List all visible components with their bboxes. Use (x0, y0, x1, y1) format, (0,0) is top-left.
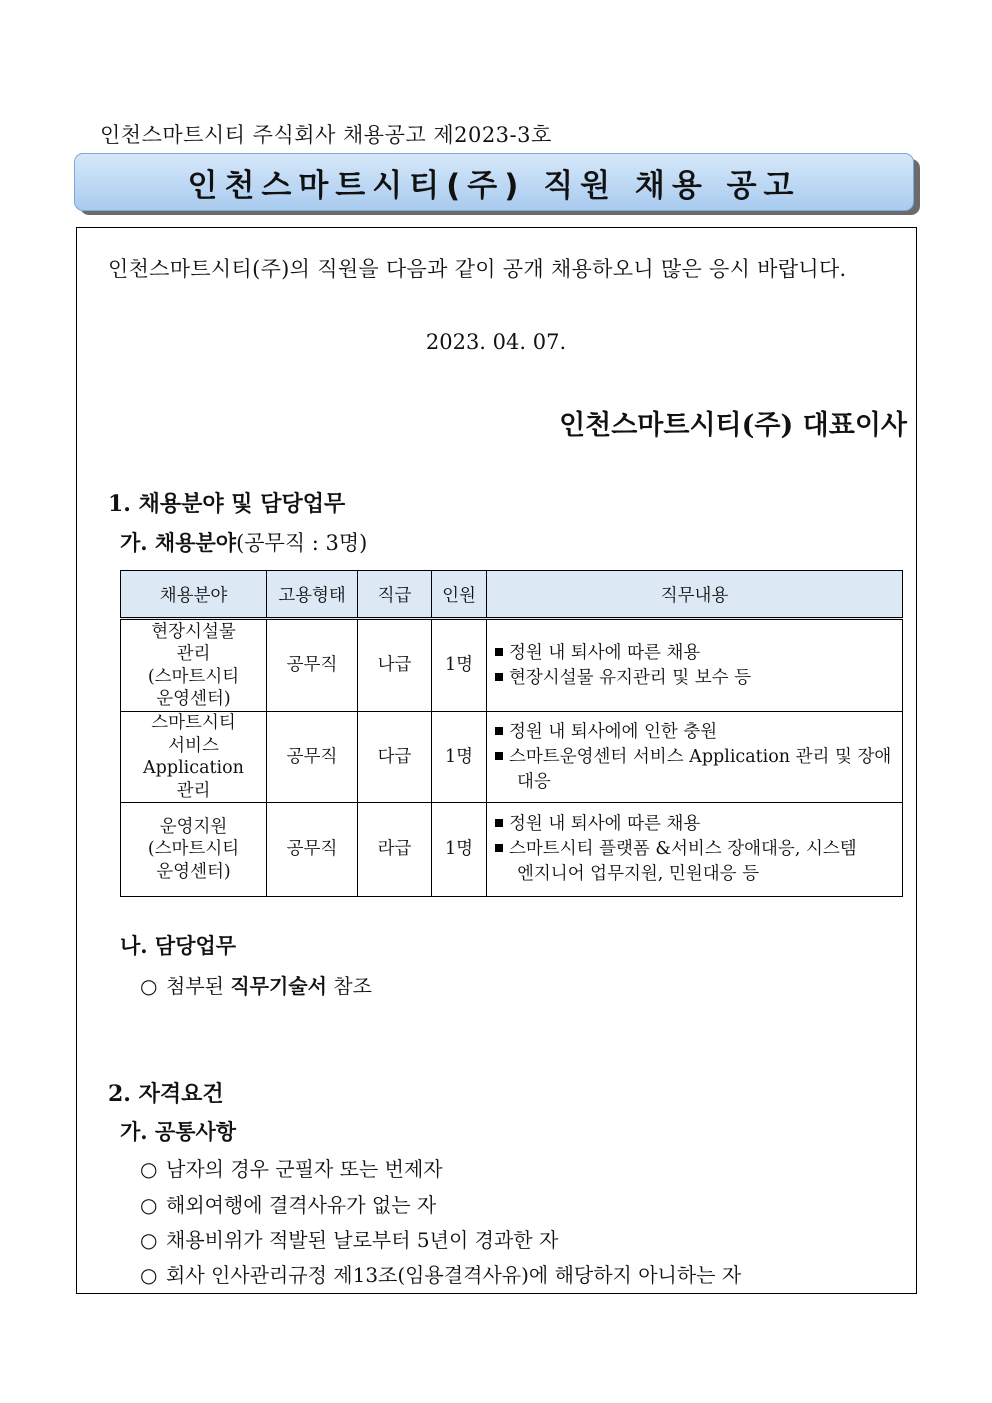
intro-text: 인천스마트시티(주)의 직원을 다음과 같이 공개 채용하오니 많은 응시 바랍니다. (108, 257, 847, 281)
header-field: 채용분야 (121, 571, 267, 619)
cell-count: 1명 (432, 712, 487, 803)
square-bullet-icon (495, 752, 503, 760)
list-item: ○ 해외여행에 결격사유가 없는 자 (140, 1193, 437, 1217)
square-bullet-icon (495, 727, 503, 735)
field-line: 스마트시티 (151, 713, 236, 733)
header-type: 고용형태 (267, 571, 358, 619)
duty-item-continuation: 엔지니어 업무지원, 민원대응 등 (517, 864, 760, 884)
square-bullet-icon (495, 648, 503, 656)
header-count: 인원 (432, 571, 487, 619)
duty-item: 정원 내 퇴사에 따른 채용 (495, 812, 902, 837)
field-line: 서비스 (168, 735, 219, 756)
cell-duties (487, 712, 903, 803)
square-bullet-icon (495, 844, 503, 852)
circle-bullet-icon: ○ (140, 1263, 158, 1287)
field-line: 운영센터) (156, 689, 231, 709)
header-duties: 직무내용 (487, 571, 903, 619)
circle-bullet-icon: ○ (140, 1157, 158, 1181)
list-item: ○ 남자의 경우 군필자 또는 번제자 (140, 1157, 443, 1181)
duty-item: 정원 내 퇴사에에 인한 충원 (495, 720, 902, 745)
field-line: 운영지원 (159, 816, 228, 837)
cell-field (121, 712, 267, 803)
section2-sub-a-title: 가. 공통사항 (120, 1119, 237, 1144)
header-grade: 직급 (358, 571, 432, 619)
section1-sub-a-title (120, 527, 367, 557)
section1-title: 1. 채용분야 및 담당업무 (108, 491, 346, 517)
job-table (120, 570, 903, 897)
issuer-name: 인천스마트시티(주) 대표이사 (559, 410, 907, 441)
cell-grade: 라급 (358, 803, 432, 897)
cell-type: 공무직 (267, 619, 358, 712)
duty-item: 스마트운영센터 서비스 Application 관리 및 장애 (495, 745, 902, 770)
table-row (121, 712, 903, 803)
cell-type: 공무직 (267, 712, 358, 803)
circle-bullet-icon: ○ (140, 974, 158, 998)
duty-item-continuation: 대응 (517, 771, 551, 792)
field-line: 현장시설물 (151, 621, 236, 642)
notice-number: 인천스마트시티 주식회사 채용공고 제2023-3호 (100, 123, 552, 147)
square-bullet-icon (495, 673, 503, 681)
duty-item: 현장시설물 유지관리 및 보수 등 (495, 666, 902, 691)
circle-bullet-icon: ○ (140, 1193, 158, 1217)
circle-bullet-icon: ○ (140, 1228, 158, 1252)
list-item: ○ 회사 인사관리규정 제13조(임용결격사유)에 해당하지 아니하는 자 (140, 1263, 742, 1287)
job-description-ref: 직무기술서 (230, 974, 327, 998)
field-line: Application (143, 758, 244, 778)
list-item: ○ 채용비위가 적발된 날로부터 5년이 경과한 자 (140, 1228, 559, 1252)
banner-title: 인천스마트시티(주) 직원 채용 공고 (187, 167, 801, 204)
notice-date: 2023. 04. 07. (425, 330, 567, 354)
cell-duties (487, 803, 903, 897)
field-line: (스마트시티 (147, 666, 240, 687)
cell-count: 1명 (432, 619, 487, 712)
cell-duties (487, 619, 903, 712)
field-line: 관리 (176, 780, 211, 801)
section1-sub-b-title: 나. 담당업무 (120, 933, 237, 958)
section2-title: 2. 자격요건 (108, 1081, 224, 1107)
cell-count: 1명 (432, 803, 487, 897)
cell-type: 공무직 (267, 803, 358, 897)
cell-field (121, 803, 267, 897)
field-line: 관리 (176, 644, 211, 664)
table-row (121, 619, 903, 712)
sub-a-note: (공무직 : 3명) (236, 531, 368, 555)
field-line: (스마트시티 (147, 839, 240, 860)
sub-a-label: 가. 채용분야 (120, 530, 237, 555)
cell-grade: 나급 (358, 619, 432, 712)
duty-item: 스마트시티 플랫폼 &서비스 장애대응, 시스템 (495, 837, 902, 862)
duty-item: 정원 내 퇴사에 따른 채용 (495, 641, 902, 666)
title-banner (74, 153, 914, 211)
cell-field (121, 619, 267, 712)
cell-grade: 다급 (358, 712, 432, 803)
square-bullet-icon (495, 819, 503, 827)
field-line: 운영센터) (156, 861, 231, 882)
table-header-row (121, 571, 903, 619)
table-row (121, 803, 903, 897)
list-item: ○ 첨부된 직무기술서 참조 (140, 974, 372, 998)
